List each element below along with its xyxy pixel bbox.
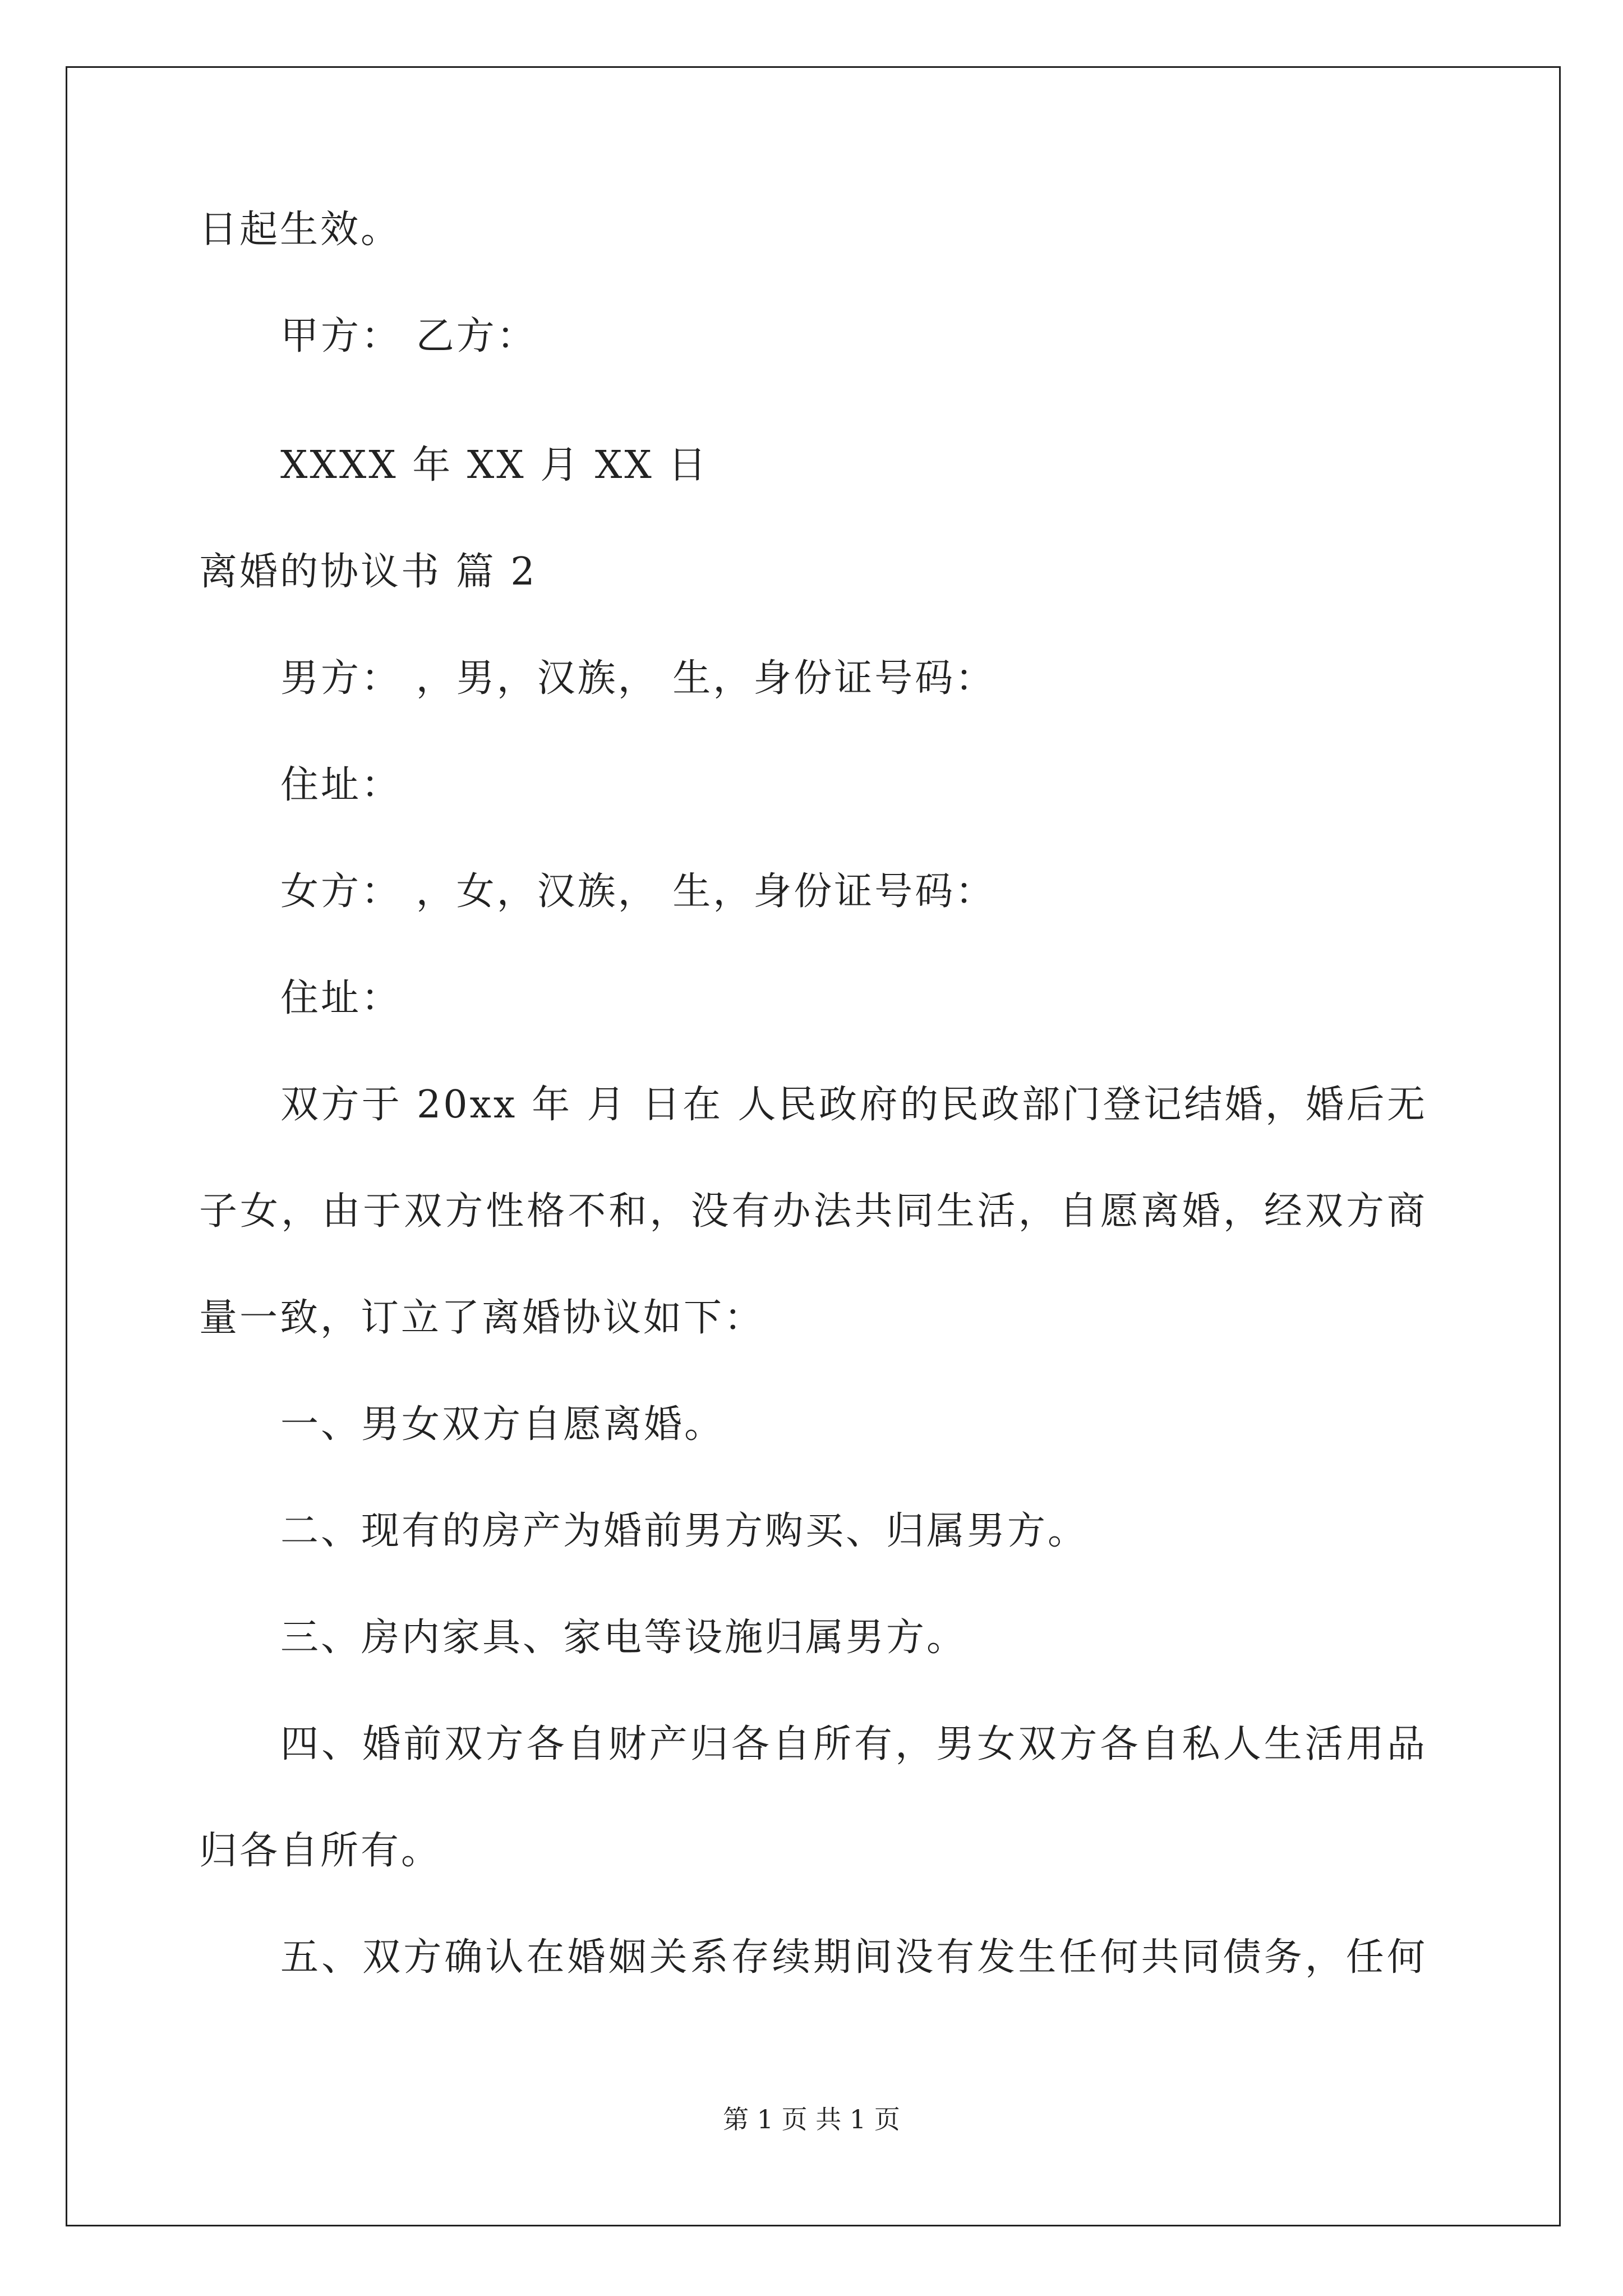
section-heading: 离婚的协议书 篇 2 (199, 550, 537, 594)
text-line: 甲方： 乙方： (280, 314, 537, 358)
page-footer: 第 1 页 共 1 页 (723, 2104, 900, 2134)
text-line: 男方： ，男，汉族， 生，身份证号码： (280, 656, 996, 701)
text-line: 四、婚前双方各自财产归各自所有，男女双方各自私人生活用品 (280, 1722, 1427, 1766)
text-line: 五、双方确认在婚姻关系存续期间没有发生任何共同债务，任何 (280, 1935, 1427, 1980)
text-line: XXXX 年 XX 月 XX 日 (280, 443, 709, 487)
text-line: 三、房内家具、家电等设施归属男方。 (280, 1616, 967, 1660)
text-line: 二、现有的房产为婚前男方购买、归属男方。 (280, 1509, 1089, 1553)
text-line: 量一致，订立了离婚协议如下： (199, 1296, 765, 1340)
text-line: 住址： (280, 763, 402, 807)
text-line: 女方： ，女，汉族， 生，身份证号码： (280, 869, 996, 914)
page-border (66, 66, 1561, 2226)
text-line: 日起生效。 (199, 208, 402, 252)
text-line: 住址： (280, 976, 402, 1020)
text-line: 归各自所有。 (199, 1829, 442, 1873)
text-line: 双方于 20xx 年 月 日在 人民政府的民政部门登记结婚，婚后无 (280, 1083, 1427, 1127)
text-line: 子女，由于双方性格不和，没有办法共同生活，自愿离婚，经双方商 (199, 1189, 1427, 1234)
text-line: 一、男女双方自愿离婚。 (280, 1402, 725, 1447)
